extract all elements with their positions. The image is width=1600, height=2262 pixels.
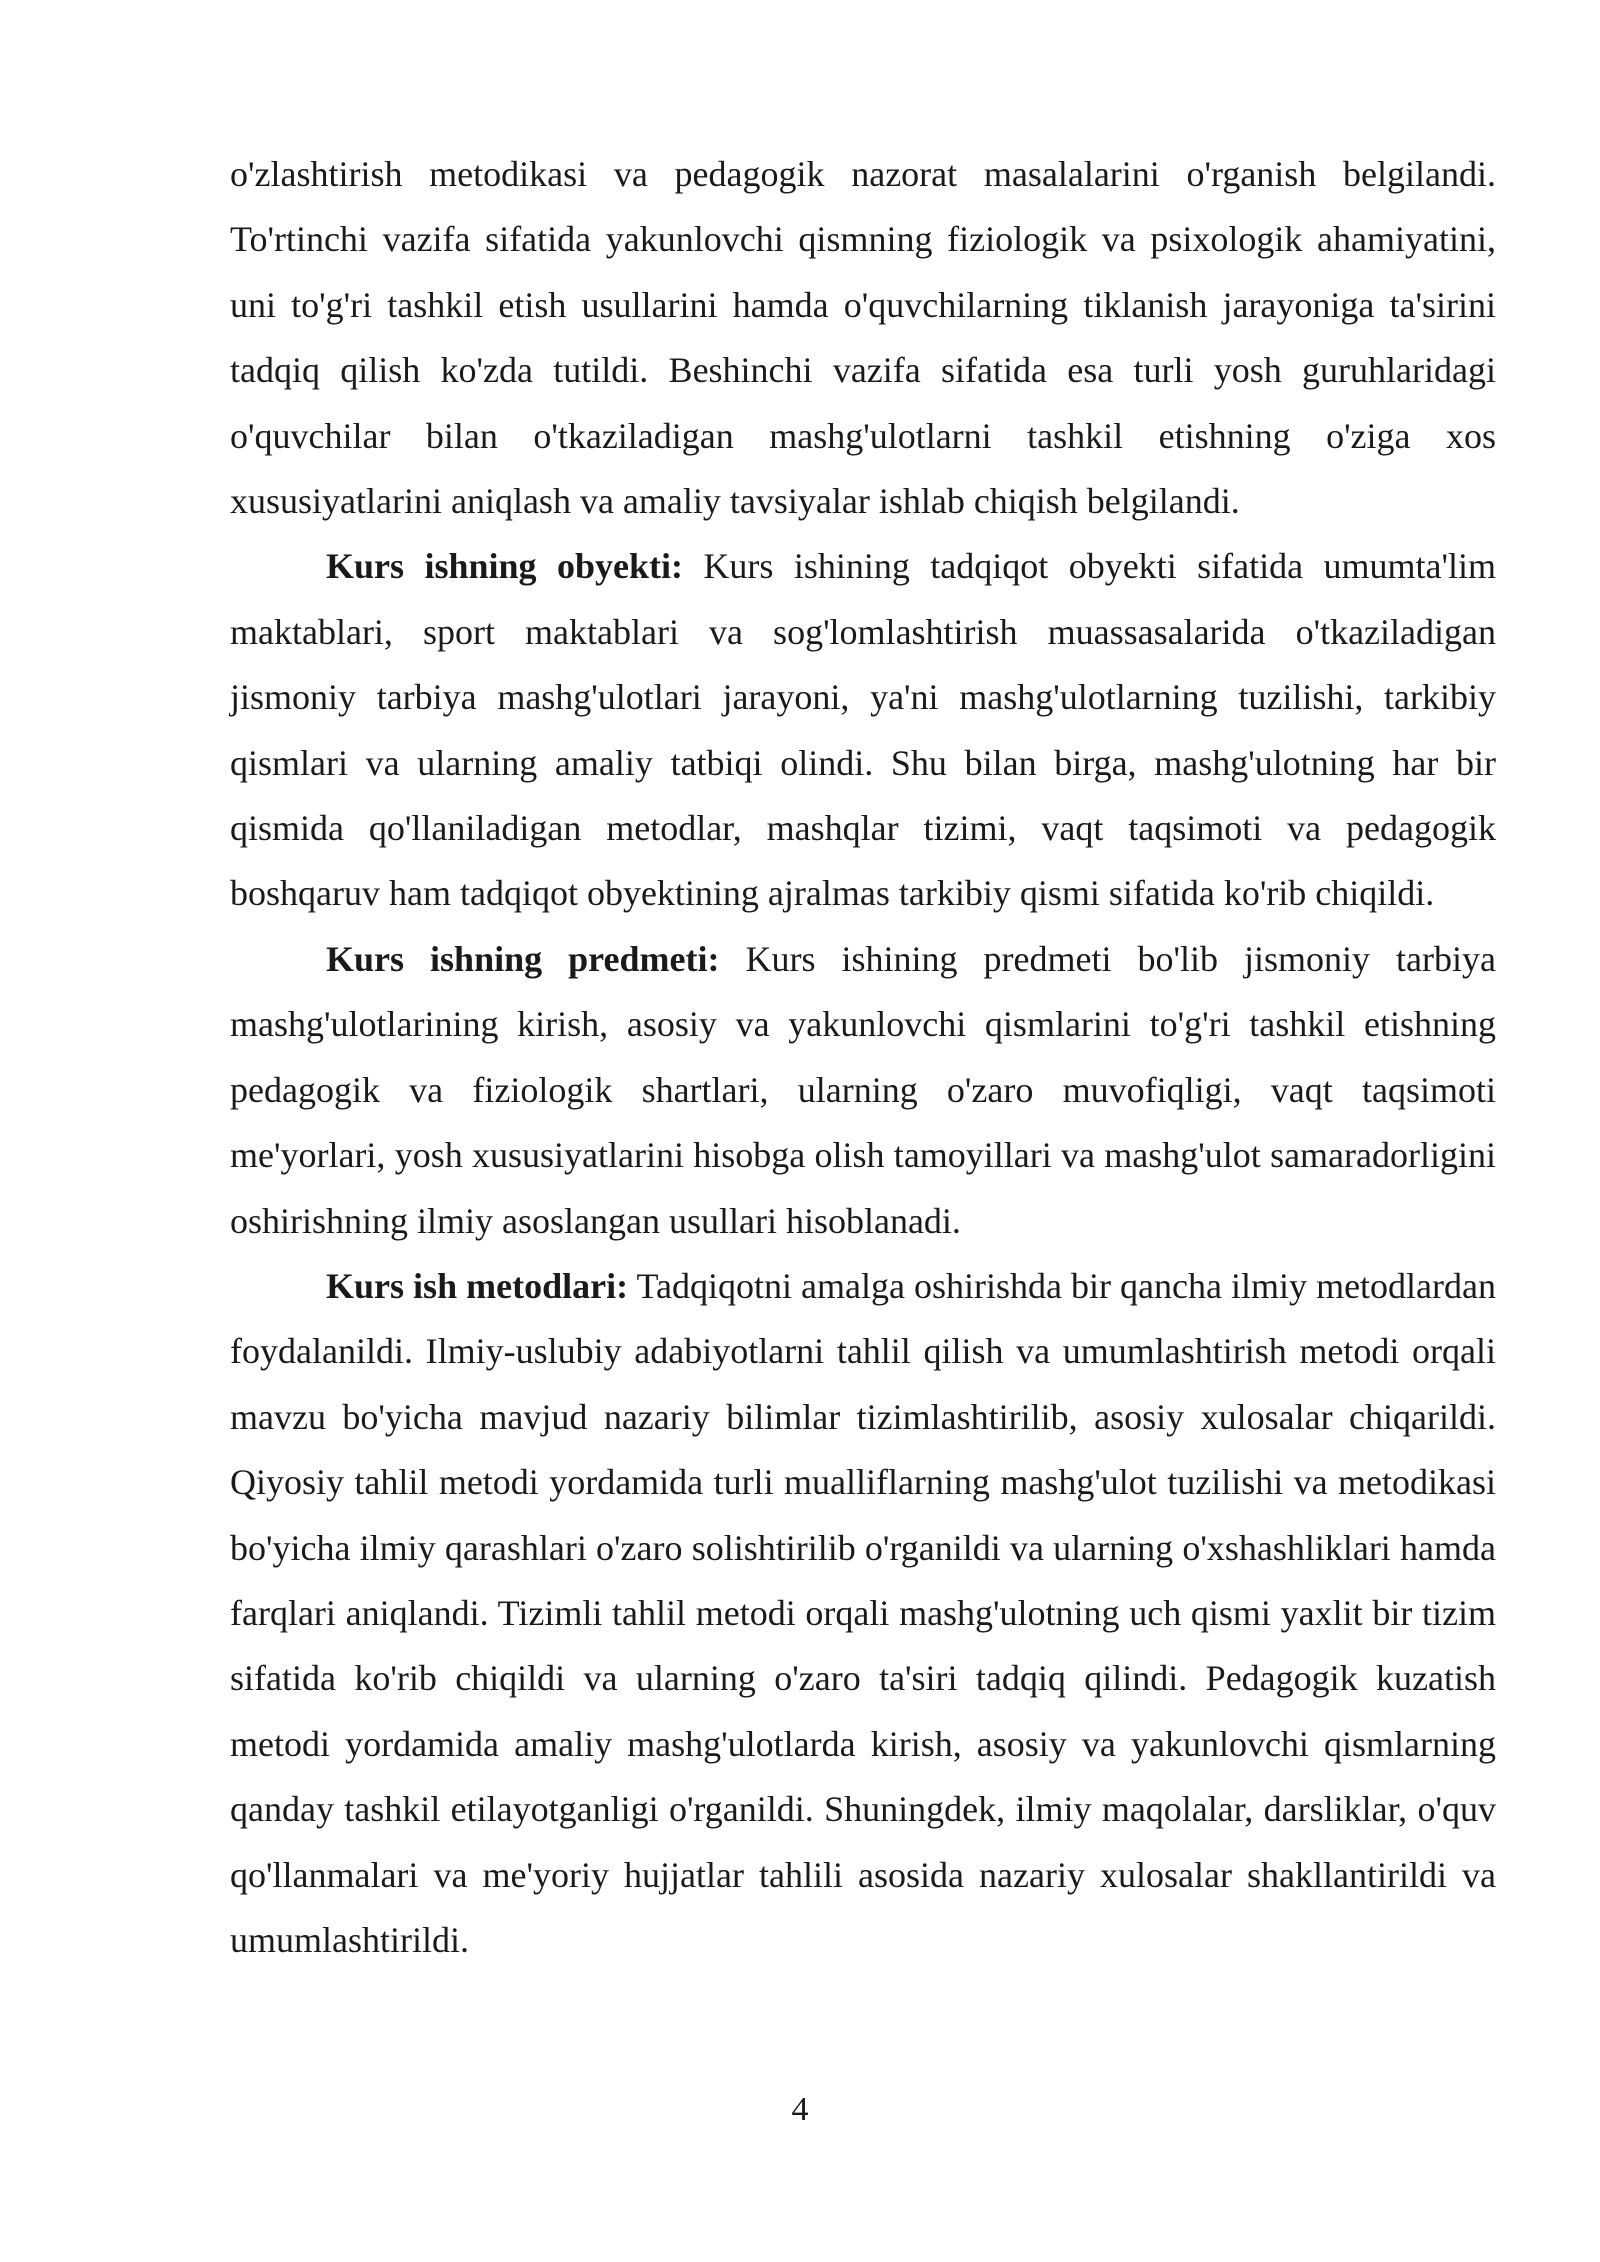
paragraph-subject [230,927,1496,1254]
paragraph-text: Kurs ishining tadqiqot obyekti sifatida umumta'lim maktablari, sport maktablari va sog'lomlashtirish muassasalarida o'tkaziladigan jismoniy tarbiya mashg'ulotlari jarayoni, ya'ni mashg'ulotlarning tuzilishi, tarkibiy qismlari va ularning amaliy tatbiqi olindi. Shu bilan birga, mashg'ulotning har bir qismida qo'llaniladigan metodlar, mashqlar tizimi, vaqt taqsimoti va pedagogik boshqaruv ham tadqiqot obyektining ajralmas tarkibiy qismi sifatida ko'rib chiqildi. [230,546,1496,914]
paragraph-heading: Kurs ishning predmeti: [326,938,720,979]
paragraph-heading: Kurs ishning obyekti: [326,546,683,587]
page-number: 4 [791,2091,809,2128]
body-text [230,142,1496,1973]
paragraph-heading: Kurs ish metodlari: [326,1265,629,1306]
paragraph-object [230,534,1496,926]
paragraph-text: Tadqiqotni amalga oshirishda bir qancha ilmiy metodlardan foydalanildi. Ilmiy-uslubiy adabiyotlarni tahlil qilish va umumlashtirish metodi orqali mavzu bo'yicha mavjud nazariy bilimlar tizimlashtirilib, asosiy xulosalar chiqarildi. Qiyosiy tahlil metodi yordamida turli mualliflarning mashg'ulot tuzilishi va metodikasi bo'yicha ilmiy qarashlari o'zaro solishtirilib o'rganildi va ularning o'xshashliklari hamda farqlari aniqlandi. Tizimli tahlil metodi orqali mashg'ulotning uch qismi yaxlit bir tizim sifatida ko'rib chiqildi va ularning o'zaro ta'siri tadqiq qilindi. Pedagogik kuzatish metodi yordamida amaliy mashg'ulotlarda kirish, asosiy va yakunlovchi qismlarning qanday tashkil etilayotganligi o'rganildi. Shuningdek, ilmiy maqolalar, darsliklar, o'quv qo'llanmalari va me'yoriy hujjatlar tahlili asosida nazariy xulosalar shakllantirildi va umumlashtirildi. [230,1265,1497,1960]
paragraph-methods [230,1254,1496,1973]
paragraph-intro-continuation [230,142,1496,534]
paragraph-text: Kurs ishining predmeti bo'lib jismoniy tarbiya mashg'ulotlarining kirish, asosiy va yakunlovchi qismlarini to'g'ri tashkil etishning pedagogik va fiziologik shartlari, ularning o'zaro muvofiqligi, vaqt taqsimoti me'yorlari, yosh xususiyatlarini hisobga olish tamoyillari va mashg'ulot samaradorligini oshirishning ilmiy asoslangan usullari hisoblanadi. [230,938,1496,1241]
paragraph-text: o'zlashtirish metodikasi va pedagogik nazorat masalalarini o'rganish belgilandi. To'rtinchi vazifa sifatida yakunlovchi qismning fiziologik va psixologik ahamiyatini, uni to'g'ri tashkil etish usullarini hamda o'quvchilarning tiklanish jarayoniga ta'sirini tadqiq qilish ko'zda tutildi. Beshinchi vazifa sifatida esa turli yosh guruhlaridagi o'quvchilar bilan o'tkaziladigan mashg'ulotlarni tashkil etishning o'ziga xos xususiyatlarini aniqlash va amaliy tavsiyalar ishlab chiqish belgilandi. [230,154,1496,522]
